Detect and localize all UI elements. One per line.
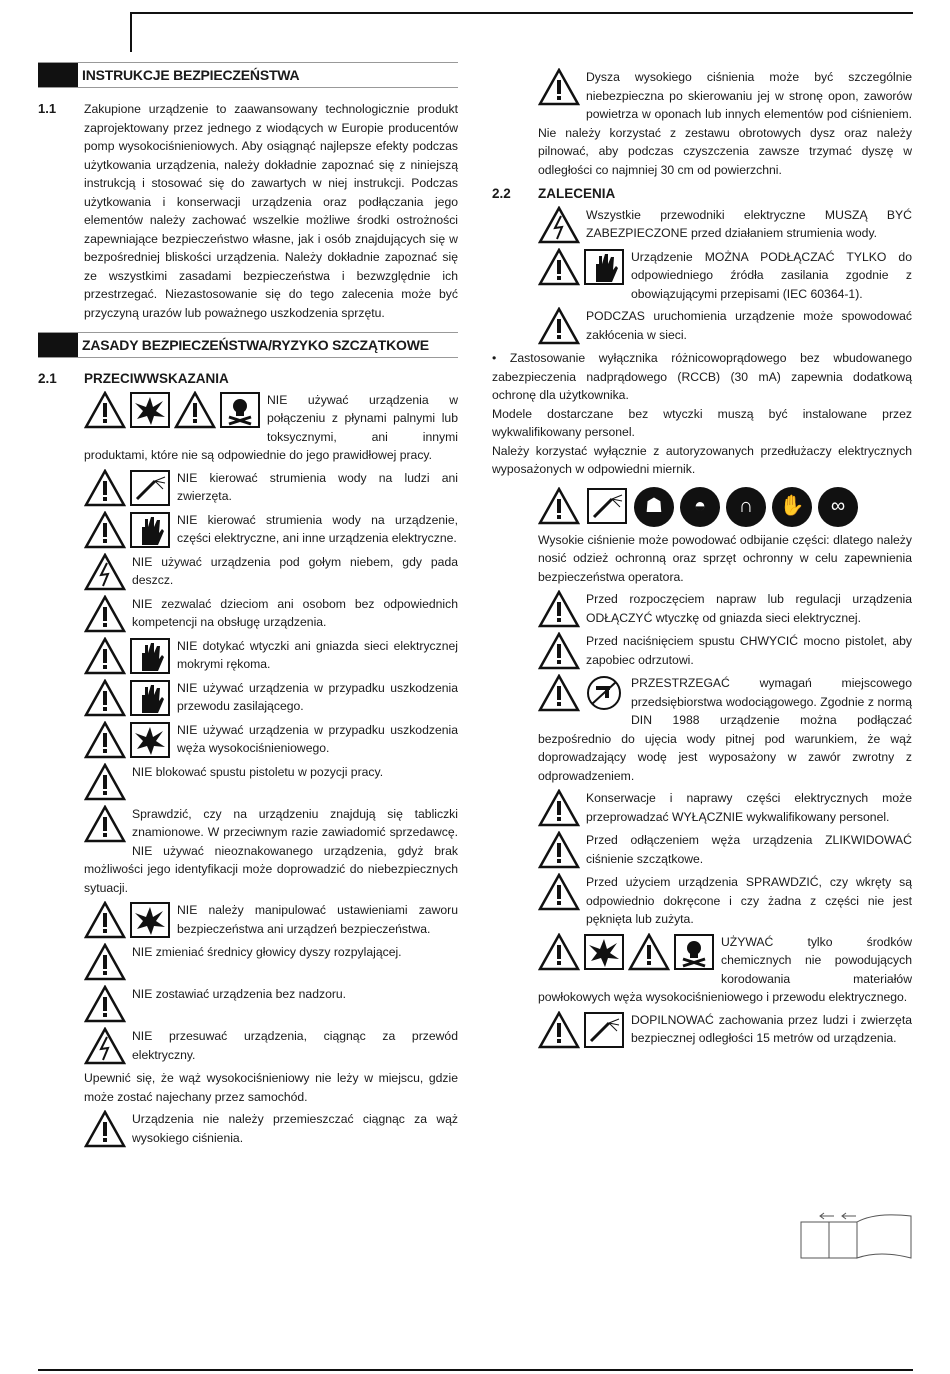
protective-clothing-icon: ☗ [634,487,674,527]
warning-text: Dysza wysokiego ciśnienia może być szczególnie niebezpieczna po skierowaniu jej w stronę opon, zaworów powietrza w oponach lub innych elementów pod ciśnieniem. Nie należy korzystać z zestawu obrotowych dysz oraz należy pilnować, aby podczas czyszczenia zawsze trzymać dyszę w odległości co najmniej 30 cm od powierzchni. [538,70,912,177]
section-header-safety-instructions [38,62,458,88]
electric-hazard-icon [84,1027,126,1065]
warning-text: NIE należy manipulować ustawieniami zaworu bezpieczeństwa ani urządzeń bezpieczeństwa. [177,903,458,936]
warning-item [538,674,912,785]
hand-icon [129,511,171,549]
section-title: ZASADY BEZPIECZEŃSTWA/RYZYKO SZCZĄTKOWE [82,337,429,353]
warning-triangle-icon [538,632,580,670]
toxic-skull-icon [219,391,261,429]
explosion-icon [129,391,171,429]
warning-text: Urządzenie MOŻNA PODŁĄCZAĆ TYLKO do odpowiedniego źródła zasilania zgodnie z obowiązującymi przepisami (IEC 60364-1). [631,249,912,301]
manual-book-icon [800,1210,912,1265]
warning-text: Przed użyciem urządzenia SPRAWDZIĆ, czy wkręty są odpowiednio dokręcone i czy żadna z części nie jest pęknięta lub zużyta. [586,875,912,926]
warning-text: NIE używać urządzenia w połączeniu z płynami palnymi lub toksycznymi, ani innymi produktami, które nie są odpowiednie do jego prawidłowej pracy. [84,392,458,462]
warning-item [84,637,458,675]
warning-text: Wszystkie przewodniki elektryczne MUSZĄ BYĆ ZABEZPIECZONE przed działaniem strumienia wody. [586,207,912,240]
warning-item [538,68,912,179]
warning-triangle-icon [84,679,126,717]
warning-triangle-icon [84,511,126,549]
warning-triangle-icon [538,248,580,286]
explosion-icon [129,901,171,939]
warning-item [84,553,458,591]
paragraph-1-1 [38,100,458,322]
warning-text: Przed naciśnięciem spustu CHWYCIĆ mocno pistolet, aby zapobiec odrzutowi. [586,634,912,667]
warning-triangle-icon [84,595,126,633]
warning-text: Urządzenia nie należy przemieszczać ciągnąc za wąż wysokiego ciśnienia. [132,1112,458,1145]
paragraph-text: Zakupione urządzenie to zaawansowany technologicznie produkt zaprojektowany przez jednego z wiodących w Europie producentów pomp wysokociśnieniowych. Aby osiągnąć najlepsze efekty podczas użytkowania urządzenia, należy dokładnie zapoznać się z niniejszą instrukcją i stosować się do zawartych w niej instrukcji. Podczas użytkowania i konserwacji urządzenia oraz podłączania jego elementów należy zachować wszelkie możliwe środki ostrożności zapewniające bezpieczeństwo własne, jak i osób znajdujących się w bezpośredniej bliskości urządzenia. Należy dokładnie zapoznać się ze wszystkimi zasadami bezpieczeństwa i bezwzględnie ich przestrzegać. Niezastosowanie się do tego zalecenia może być przyczyną urazów lub poważnego uszkodzenia sprzętu. [84,102,458,320]
warning-triangle-icon [538,674,580,712]
subsection-title: PRZECIWWSKAZANIA [84,371,229,386]
warning-item [84,1027,458,1065]
warning-text: UŻYWAĆ tylko środków chemicznych nie powodujących korodowania materiałów powłokowych węża wysokociśnieniowego i przewodu elektrycznego. [538,934,912,1004]
ppe-icons-row [538,487,912,527]
warning-triangle-icon [84,985,126,1023]
warning-item [84,943,458,981]
warning-triangle-icon [84,943,126,981]
warning-item [538,831,912,869]
subsection-2-1-header [38,370,458,389]
warning-triangle-icon [538,307,580,345]
warning-text: DOPILNOWAĆ zachowania przez ludzi i zwierzęta bezpiecznej odległości 15 metrów od urządzenia. [631,1012,912,1045]
flying-debris-icon [586,487,628,525]
warning-item [538,248,912,304]
warning-text: NIE blokować spustu pistoletu w pozycji pracy. [132,764,384,779]
warning-text: Upewnić się, że wąż wysokociśnieniowy nie leży w miejscu, gdzie może zostać najechany przez samochód. [84,1071,458,1104]
section-title: INSTRUKCJE BEZPIECZEŃSTWA [82,67,300,83]
warning-item [538,933,912,1007]
warning-item [84,985,458,1023]
warning-item [538,632,912,670]
helmet-icon: ◓ [680,487,720,527]
section-header-safety-rules [38,332,458,358]
warning-triangle-icon [538,831,580,869]
warning-item [538,206,912,244]
warning-triangle-icon [538,873,580,911]
bullet-text: • Zastosowanie wyłącznika różnicowoprądowego bez wbudowanego zabezpieczenia nadprądowego (RCCB) (30 mA) zapewnia dodatkową ochronę dla użytkownika. [492,351,912,402]
warning-triangle-icon [538,68,580,106]
hand-icon [129,679,171,717]
warning-item [538,789,912,827]
warning-triangle-icon [628,933,670,971]
right-column [492,68,912,1053]
warning-item [538,873,912,929]
warning-text: NIE zostawiać urządzenia bez nadzoru. [132,987,347,1001]
warning-triangle-icon [84,637,126,675]
subsection-number: 2.2 [492,186,511,201]
warning-triangle-icon [538,590,580,628]
warning-item [84,595,458,633]
warning-item [84,511,458,549]
frame-bottom-line [38,1369,913,1371]
warning-item [84,679,458,717]
warning-item [84,763,458,801]
warning-triangle-icon [538,789,580,827]
warning-triangle-icon [538,933,580,971]
warning-text: Przed odłączeniem węża urządzenia ZLIKWIDOWAĆ ciśnienie szczątkowe. [586,833,912,866]
warning-triangle-icon [84,901,126,939]
warning-text: NIE używać urządzenia w przypadku uszkodzenia węża wysokociśnieniowego. [177,722,458,755]
hand-plug-icon [583,248,625,286]
warning-text: NIE zezwalać dzieciom ani osobom bez odpowiednich kompetencji na obsługę urządzenia. [132,596,458,629]
warning-triangle-icon [84,763,126,801]
paragraph-text: Modele dostarczane bez wtyczki muszą być instalowane przez wykwalifikowany personel. [492,406,912,439]
warning-item [84,469,458,507]
warning-item [538,590,912,628]
water-spray-icon [129,469,171,507]
warning-text: PODCZAS uruchomienia urządzenie może spowodować zakłócenia w sieci. [586,309,912,342]
hand-icon [129,637,171,675]
warning-text: NIE zmieniać średnicy głowicy dyszy rozpylającej. [132,945,402,959]
warning-text: Konserwacje i naprawy części elektrycznych może przeprowadzać WYŁĄCZNIE wykwalifikowany personel. [586,791,912,824]
electric-hazard-icon [84,553,126,591]
warning-item [538,1011,912,1049]
warning-text: NIE używać urządzenia w przypadku uszkodzenia przewodu zasilającego. [177,680,458,713]
warning-item [84,1069,458,1106]
warning-item [84,805,458,898]
warning-triangle-icon [84,721,126,759]
toxic-skull-icon [673,933,715,971]
warning-item [84,901,458,939]
warning-triangle-icon [174,391,216,429]
warning-item [84,1110,458,1148]
warning-triangle-icon [538,1011,580,1049]
explosion-icon [583,933,625,971]
warning-text: NIE przesuwać urządzenia, ciągnąc za przewód elektryczny. [132,1029,458,1062]
warning-text: NIE dotykać wtyczki ani gniazda sieci elektrycznej mokrymi rękoma. [177,638,458,671]
warning-text: Przed rozpoczęciem napraw lub regulacji urządzenia ODŁĄCZYĆ wtyczkę od gniazda sieci elektrycznej. [586,592,912,625]
warning-text: Wysokie ciśnienie może powodować odbijanie części: dlatego należy nosić odzież ochronną oraz sprzęt ochronny w celu zapewnienia bezpieczeństwa operatora. [538,532,912,584]
warning-item [538,531,912,587]
gloves-icon: ✋ [772,487,812,527]
warning-triangle-icon [84,805,126,843]
no-drinking-water-icon [583,674,625,712]
warning-triangle-icon [84,391,126,429]
warning-item [84,391,458,465]
goggles-icon: ∞ [818,487,858,527]
subsection-2-2-header [492,185,912,204]
warning-text: PRZESTRZEGAĆ wymagań miejscowego przedsiębiorstwa wodociągowego. Zgodnie z normą DIN 1988 urządzenie można podłączać bezpośrednio do ujęcia wody pitnej pod warunkiem, że wąż doprowadzający wodę jest wyposażony w zawór zwrotny z odprowadzeniem. [538,676,912,783]
ear-protection-icon: ∩ [726,487,766,527]
warning-item [538,307,912,345]
warning-text: NIE kierować strumienia wody na urządzenie, części elektryczne, ani inne urządzenia elektryczne. [177,512,458,545]
frame-top-line [130,12,913,14]
warning-item [84,721,458,759]
warning-triangle-icon [84,469,126,507]
paragraph-text: Należy korzystać wyłącznie z autoryzowanych przedłużaczy elektrycznych wyposażonych w odpowiedni miernik. [492,443,912,476]
warning-text: NIE używać urządzenia pod gołym niebem, gdy pada deszcz. [132,554,458,587]
subsection-number: 2.1 [38,371,57,386]
warning-triangle-icon [538,487,580,525]
warning-triangle-icon [84,1110,126,1148]
water-spray-icon [583,1011,625,1049]
frame-left-line [130,12,132,52]
electric-hazard-icon [538,206,580,244]
warning-text: Sprawdzić, czy na urządzeniu znajdują się tabliczki znamionowe. W przeciwnym razie zawiadomić sprzedawcę. NIE używać nieoznakowanego urządzenia, gdyż brak możliwości jego identyfikacji może doprowadzić do niebezpiecznych sytuacji. [84,806,458,895]
subsection-title: ZALECENIA [538,186,616,201]
left-column [38,62,458,1152]
explosion-icon [129,721,171,759]
warning-text: NIE kierować strumienia wody na ludzi ani zwierzęta. [177,470,458,503]
paragraph-number: 1.1 [38,101,57,116]
